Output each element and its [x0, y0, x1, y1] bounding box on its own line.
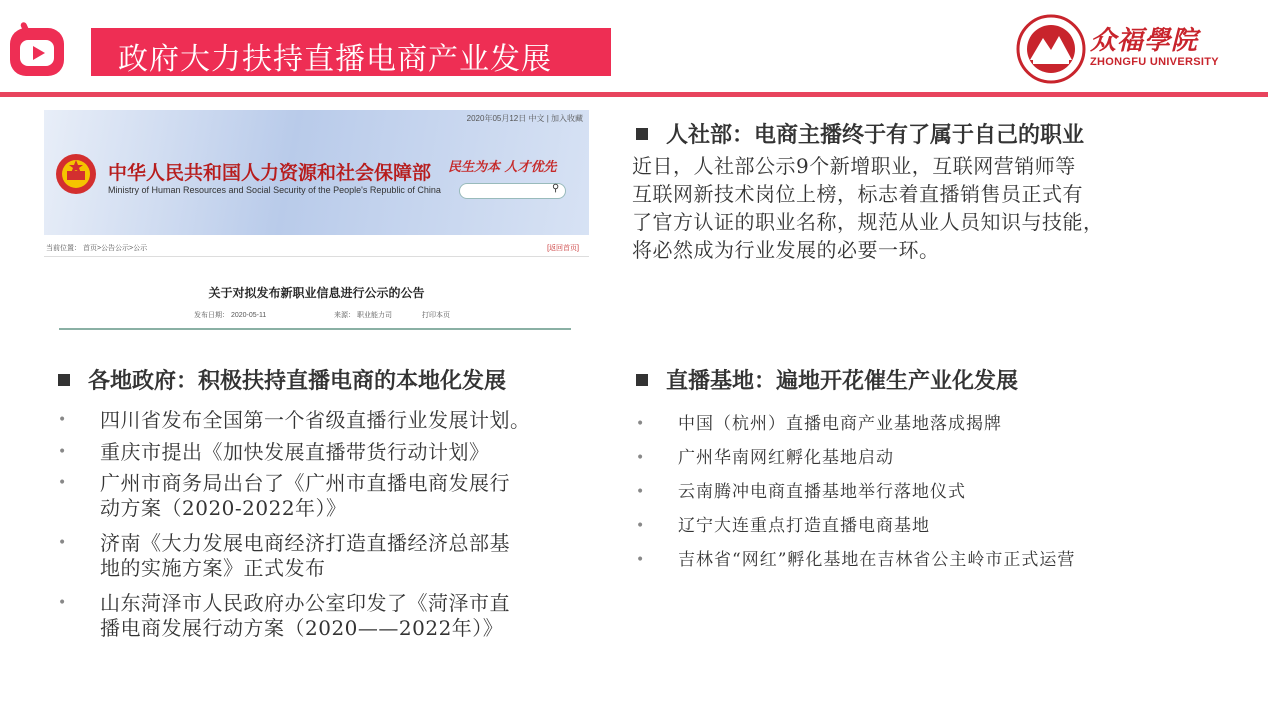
- paragraph-line: 了官方认证的职业名称，规范从业人员知识与技能，: [632, 210, 1104, 234]
- list-item: [634, 412, 1234, 436]
- paragraph-line: 互联网新技术岗位上榜，标志着直播销售员正式有: [632, 182, 1083, 206]
- paragraph-line: 将必然成为行业发展的必要一环。: [632, 238, 940, 262]
- notice-print: 打印本页: [422, 312, 450, 319]
- bullet-icon: •: [636, 552, 646, 568]
- website-breadcrumb: 当前位置： 首页>公告公示>公示: [46, 245, 148, 252]
- bullet-icon: •: [58, 475, 67, 491]
- hrss-paragraph: [632, 152, 1192, 264]
- list-item-text: 济南《大力发展电商经济打造直播经济总部基: [100, 531, 510, 555]
- header-divider: [0, 92, 1268, 97]
- ministry-website-screenshot: [44, 110, 589, 335]
- website-org-name: 中华人民共和国人力资源和社会保障部: [108, 162, 432, 184]
- bullet-icon: •: [636, 416, 646, 432]
- list-item-text: 吉林省“网红”孵化基地在吉林省公主岭市正式运营: [678, 550, 1076, 570]
- list-item-text: 动方案（2020-2022年）》: [100, 496, 347, 520]
- list-item: [634, 514, 1234, 538]
- list-item-text: 云南腾冲电商直播基地举行落地仪式: [678, 482, 966, 502]
- section-heading-text: 直播基地：遍地开花催生产业化发展: [666, 369, 1019, 394]
- page-title: 政府大力扶持直播电商产业发展: [118, 42, 552, 77]
- square-bullet-icon: [636, 128, 648, 140]
- bullet-icon: •: [636, 484, 646, 500]
- list-item-text: 四川省发布全国第一个省级直播行业发展计划。: [100, 408, 531, 432]
- list-item-text: 重庆市提出《加快发展直播带货行动计划》: [100, 440, 490, 464]
- website-divider: [59, 328, 571, 330]
- section-heading-text: 人社部：电商主播终于有了属于自己的职业: [666, 123, 1085, 148]
- square-bullet-icon: [636, 374, 648, 386]
- university-name-en: ZHONGFU UNIVERSITY: [1090, 56, 1219, 68]
- list-item: [56, 440, 616, 465]
- search-icon: ⚲: [552, 183, 560, 194]
- list-item: [56, 408, 616, 433]
- list-item: [56, 531, 616, 581]
- list-item: [634, 446, 1234, 470]
- bullet-icon: •: [58, 535, 67, 551]
- square-bullet-icon: [58, 374, 70, 386]
- section-heading-live-bases: [636, 364, 1018, 395]
- website-back-link: [返回首页]: [547, 245, 579, 252]
- section-heading-text: 各地政府：积极扶持直播电商的本地化发展: [88, 369, 507, 394]
- notice-source: 来源： 职业能力司: [334, 312, 392, 319]
- paragraph-line: 近日，人社部公示9个新增职业，互联网营销师等: [632, 154, 1076, 178]
- section-heading-hrss: [636, 118, 1084, 149]
- bullet-icon: •: [636, 518, 646, 534]
- live-bases-list: [634, 412, 1234, 582]
- university-seal-icon: [1016, 14, 1086, 84]
- list-item-text: 播电商发展行动方案（2020——2022年）》: [100, 616, 504, 640]
- notice-publish-date: 发布日期： 2020-05-11: [194, 312, 267, 319]
- bullet-icon: •: [58, 444, 67, 460]
- bullet-icon: •: [58, 595, 67, 611]
- tv-logo-icon: [6, 20, 68, 80]
- website-top-line: 2020年05月12日 中文 | 加入收藏: [466, 114, 583, 123]
- list-item-text: 山东菏泽市人民政府办公室印发了《菏泽市直: [100, 591, 510, 615]
- local-gov-list: [56, 408, 616, 648]
- section-heading-local-gov: [58, 364, 506, 395]
- notice-heading: 关于对拟发布新职业信息进行公示的公告: [208, 286, 425, 300]
- website-org-name-en: Ministry of Human Resources and Social Security of the People's Republic of China: [108, 185, 441, 195]
- list-item: [634, 480, 1234, 504]
- national-emblem-icon: [54, 152, 98, 196]
- list-item: [634, 548, 1234, 572]
- website-search-input: [459, 183, 566, 199]
- website-slogan: 民生为本 人才优先: [448, 160, 557, 175]
- list-item-text: 中国（杭州）直播电商产业基地落成揭牌: [678, 414, 1002, 434]
- list-item: [56, 591, 616, 641]
- list-item-text: 广州市商务局出台了《广州市直播电商发展行: [100, 471, 510, 495]
- list-item-text: 地的实施方案》正式发布: [100, 556, 326, 580]
- list-item-text: 辽宁大连重点打造直播电商基地: [678, 516, 930, 536]
- university-name: 众福學院: [1090, 26, 1199, 56]
- list-item: [56, 471, 616, 521]
- bullet-icon: •: [636, 450, 646, 466]
- bullet-icon: •: [58, 412, 67, 428]
- list-item-text: 广州华南网红孵化基地启动: [678, 448, 894, 468]
